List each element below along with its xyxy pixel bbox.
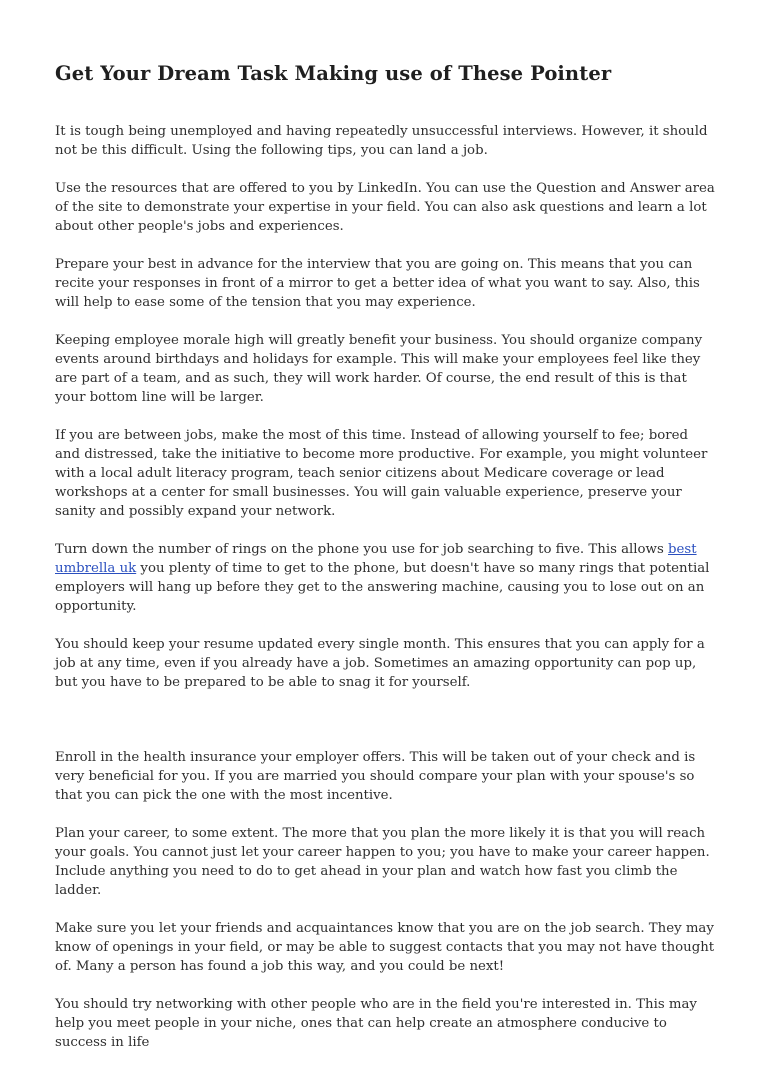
paragraph-linkedin: Use the resources that are offered to you by LinkedIn. You can use the Question and Answer area of the site to demonstrate your expertise in your field. You can also ask questions and learn a lot about other people's jobs and experiences. [55,181,715,234]
paragraph-plan-career: Plan your career, to some extent. The more that you plan the more likely it is that you will reach your goals. You cannot just let your career happen to you; you have to make your career happen. Include anything you need to do to get ahead in your plan and watch how fast you climb the ladder. [55,826,710,898]
paragraph-employee-morale: Keeping employee morale high will greatly benefit your business. You should organize company events around birthdays and holidays for example. This will make your employees feel like they are part of a team, and as such, they will work harder. Of course, the end result of this is that your bottom line will be larger. [55,333,703,405]
paragraph-intro: It is tough being unemployed and having repeatedly unsuccessful interviews. However, it should not be this difficult. Using the following tips, you can land a job. [55,124,708,158]
paragraph-phone-rings-before: Turn down the number of rings on the phone you use for job searching to five. This allows [55,542,668,557]
page-title: Get Your Dream Task Making use of These Pointer [55,62,612,85]
document-page [55,60,715,1071]
paragraph-networking: You should try networking with other people who are in the field you're interested in. This may help you meet people in your niche, ones that can help create an atmosphere conducive to success in life [55,997,697,1050]
paragraph-health-insurance: Enroll in the health insurance your employer offers. This will be taken out of your check and is very beneficial for you. If you are married you should compare your plan with your spouse's so that you can pick the one with the most incentive. [55,750,696,803]
paragraph-interview-prep: Prepare your best in advance for the interview that you are going on. This means that you can recite your responses in front of a mirror to get a better idea of what you want to say. Also, this will help to ease some of the tension that you may experience. [55,257,700,310]
paragraph-friends: Make sure you let your friends and acquaintances know that you are on the job search. They may know of openings in your field, or may be able to suggest contacts that you may not have thought of. Many a person has found a job this way, and you could be next! [55,921,715,974]
paragraph-phone-rings-after: you plenty of time to get to the phone, but doesn't have so many rings that potential employers will hang up before they get to the answering machine, causing you to lose out on an opportunity. [55,561,710,614]
paragraph-phone-rings [55,540,715,616]
paragraph-resume: You should keep your resume updated every single month. This ensures that you can apply for a job at any time, even if you already have a job. Sometimes an amazing opportunity can pop up, but you have to be prepared to be able to snag it for yourself. [55,637,705,690]
best-umbrella-link[interactable]: best umbrella uk [55,542,697,576]
paragraph-between-jobs: If you are between jobs, make the most of this time. Instead of allowing yourself to fee; bored and distressed, take the initiative to become more productive. For example, you might volunteer with a local adult literacy program, teach senior citizens about Medicare coverage or lead workshops at a center for small businesses. You will gain valuable experience, preserve your sanity and possibly expand your network. [55,428,708,519]
